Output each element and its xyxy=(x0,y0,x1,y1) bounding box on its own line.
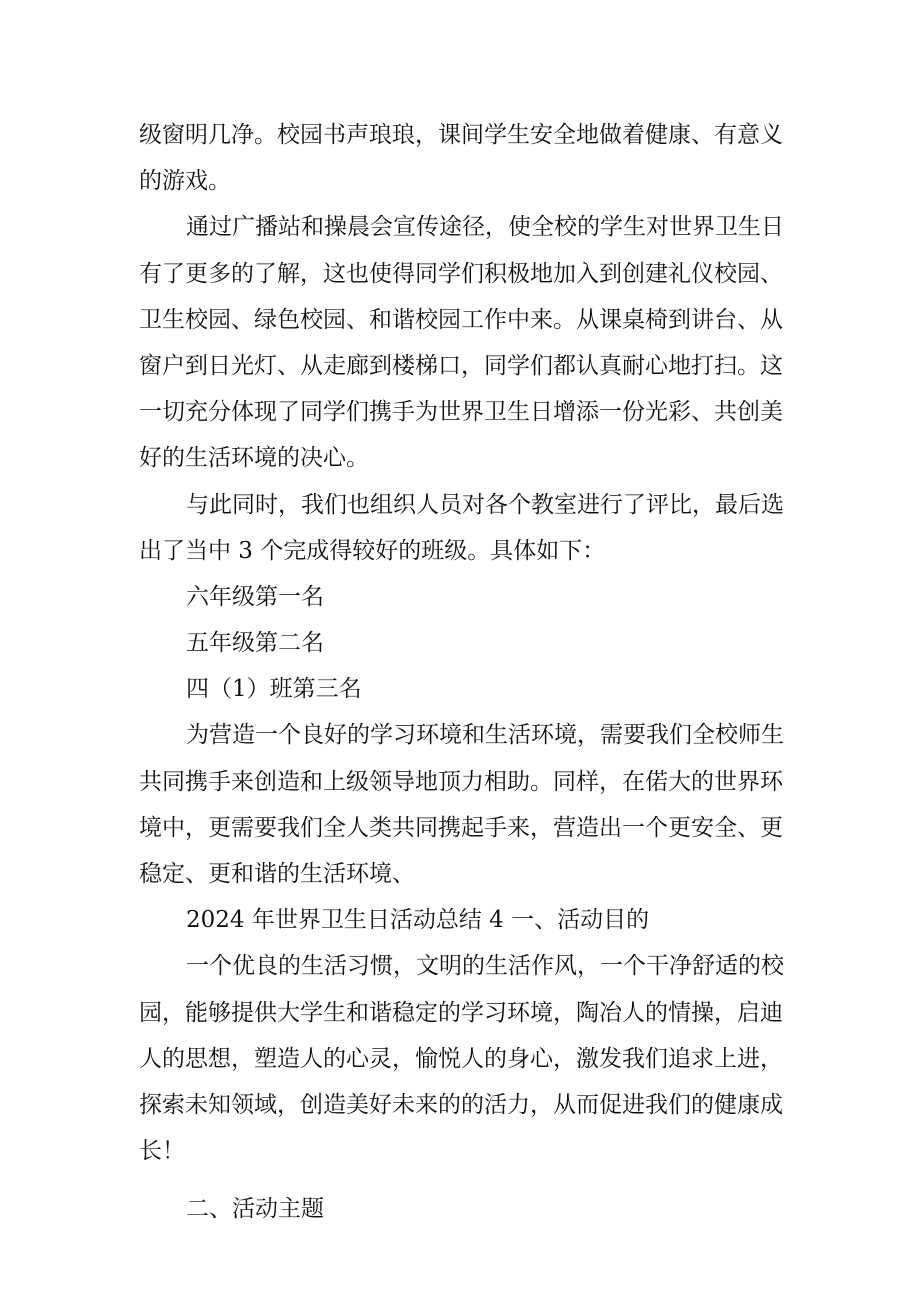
text-line: 长！ xyxy=(139,1138,185,1165)
text-line: 卫生校园、绿色校园、和谐校园工作中来。从课桌椅到讲台、从 xyxy=(139,306,783,333)
text-line: 人的思想，塑造人的心灵，愉悦人的身心，激发我们追求上进， xyxy=(139,1045,783,1072)
text-line: 级窗明几净。校园书声琅琅，课间学生安全地做着健康、有意义 xyxy=(139,122,783,148)
ranking-item: 四（1）班第三名 xyxy=(186,676,362,703)
document-body xyxy=(139,112,791,1233)
ranking-item: 五年级第二名 xyxy=(186,630,324,657)
text-line: 的游戏。 xyxy=(139,168,231,195)
paragraph-start: 与此同时，我们也组织人员对各个教室进行了评比，最后选 xyxy=(186,491,784,518)
text-line: 窗户到日光灯、从走廊到楼梯口，同学们都认真耐心地打扫。这 xyxy=(139,352,783,379)
text-line: 一切充分体现了同学们携手为世界卫生日增添一份光彩、共创美 xyxy=(139,399,783,426)
text-line: 有了更多的了解，这也使得同学们积极地加入到创建礼仪校园、 xyxy=(139,260,783,287)
text-line: 境中，更需要我们全人类共同携起手来，营造出一个更安全、更 xyxy=(139,814,783,841)
paragraph-start: 通过广播站和操晨会宣传途径，使全校的学生对世界卫生日 xyxy=(186,214,784,241)
text-line: 探索未知领域，创造美好未来的的活力，从而促进我们的健康成 xyxy=(139,1091,783,1118)
section-heading: 二、活动主题 xyxy=(186,1196,324,1223)
paragraph-start: 一个优良的生活习惯，文明的生活作风，一个干净舒适的校 xyxy=(186,953,784,980)
text-line: 园，能够提供大学生和谐稳定的学习环境，陶冶人的情操，启迪 xyxy=(139,999,783,1026)
text-line: 好的生活环境的决心。 xyxy=(139,445,369,472)
section-heading: 2024 年世界卫生日活动总结 4 一、活动目的 xyxy=(186,907,650,934)
text-line: 稳定、更和谐的生活环境、 xyxy=(139,861,415,887)
paragraph-start: 为营造一个良好的学习环境和生活环境，需要我们全校师生 xyxy=(186,722,784,749)
paragraph-gap xyxy=(139,1174,791,1186)
text-line: 出了当中 3 个完成得较好的班级。具体如下： xyxy=(139,537,606,564)
ranking-item: 六年级第一名 xyxy=(186,583,324,610)
text-line: 共同携手来创造和上级领导地顶力相助。同样，在偌大的世界环 xyxy=(139,768,783,795)
